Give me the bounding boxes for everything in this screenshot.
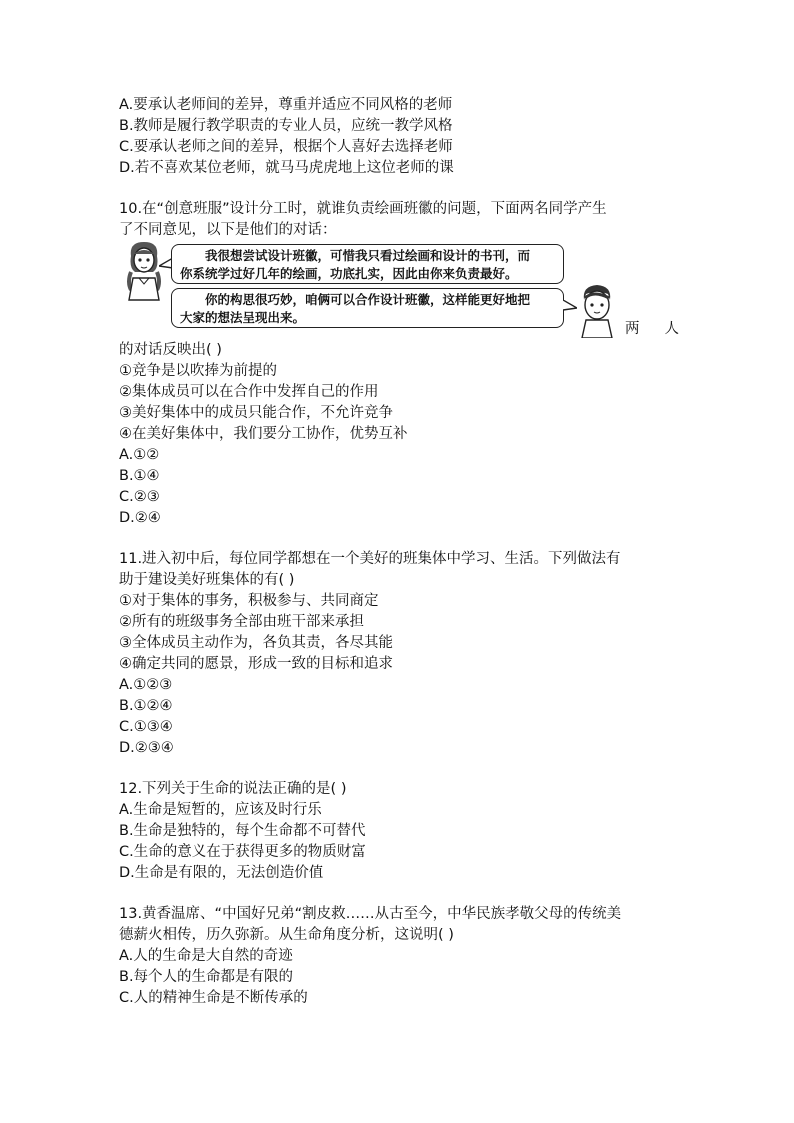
q12-option-a: A.生命是短暂的，应该及时行乐 (119, 802, 322, 818)
q11-option-d: D.②③④ (119, 740, 174, 756)
q11-option-b: B.①②④ (119, 698, 173, 714)
question-11 (119, 549, 679, 759)
q12-option-d: D.生命是有限的，无法创造价值 (119, 865, 324, 881)
q10-option-d: D.②④ (119, 510, 161, 526)
q13-option-a: A.人的生命是大自然的奇迹 (119, 948, 293, 964)
spacer (119, 884, 679, 904)
boy-illustration (574, 280, 620, 338)
q13-stem-line-1: 13.黄香温席、“中国好兄弟“割皮救……从古至今，中华民族孝敬父母的传统美 (119, 906, 622, 922)
q11-statement-2: ②所有的班级事务全部由班干部来承担 (119, 614, 364, 630)
question-10 (119, 199, 679, 529)
dialogue-illustration (119, 244, 679, 340)
bubble-girl-line-2: 你系统学过好几年的绘画，功底扎实，因此由你来负责最好。 (180, 266, 518, 281)
q12-stem-line-1: 12.下列关于生命的说法正确的是( ) (119, 781, 347, 797)
q13-option-c: C.人的精神生命是不断传承的 (119, 990, 308, 1006)
spacer (119, 179, 679, 199)
speech-bubble-girl (171, 244, 564, 284)
q10-stem-line-1: 10.在“创意班服”设计分工时，就谁负责绘画班徽的问题，下面两名同学产生 (119, 201, 607, 217)
q10-stem-line-3: 的对话反映出( ) (119, 342, 222, 358)
exam-page (119, 95, 679, 1009)
girl-illustration (119, 238, 169, 302)
q11-stem-line-1: 11.进入初中后，每位同学都想在一个美好的班集体中学习、生活。下列做法有 (119, 551, 621, 567)
q11-statement-4: ④确定共同的愿景，形成一致的目标和追求 (119, 656, 393, 672)
q12-option-b: B.生命是独特的，每个生命都不可替代 (119, 823, 366, 839)
q12-option-c: C.生命的意义在于获得更多的物质财富 (119, 844, 366, 860)
q10-statement-2: ②集体成员可以在合作中发挥自己的作用 (119, 384, 379, 400)
q10-statement-3: ③美好集体中的成员只能合作，不允许竞争 (119, 405, 393, 421)
q13-option-b: B.每个人的生命都是有限的 (119, 969, 294, 985)
trail-char-1: 两 (625, 321, 640, 337)
q10-statement-4: ④在美好集体中，我们要分工协作，优势互补 (119, 426, 408, 442)
q13-stem-line-2: 德薪火相传，历久弥新。从生命角度分析，这说明( ) (119, 927, 454, 943)
q11-statement-3: ③全体成员主动作为，各负其责，各尽其能 (119, 635, 393, 651)
q11-statement-1: ①对于集体的事务，积极参与、共同商定 (119, 593, 379, 609)
q10-option-a: A.①② (119, 447, 160, 463)
bubble-boy-line-1: 你的构思很巧妙，咱俩可以合作设计班徽，这样能更好地把 (205, 292, 531, 307)
question-9-options (119, 95, 679, 179)
spacer (119, 759, 679, 779)
q11-stem-line-2: 助于建设美好班集体的有( ) (119, 572, 295, 588)
q10-statement-1: ①竞争是以吹捧为前提的 (119, 363, 277, 379)
q10-stem-line-2: 了不同意见，以下是他们的对话： (119, 222, 337, 238)
q9-option-b: B.教师是履行教学职责的专业人员，应统一教学风格 (119, 118, 453, 134)
bubble-girl-line-1: 我很想尝试设计班徽，可惜我只看过绘画和设计的书刊，而 (205, 248, 531, 263)
trail-char-2: 人 (664, 321, 679, 337)
q10-option-b: B.①④ (119, 468, 160, 484)
q9-option-a: A.要承认老师间的差异，尊重并适应不同风格的老师 (119, 97, 453, 113)
dialog-trailing-text (625, 317, 679, 338)
q10-option-c: C.②③ (119, 489, 160, 505)
question-13 (119, 904, 679, 1009)
speech-bubble-boy (171, 288, 564, 328)
q11-option-c: C.①③④ (119, 719, 173, 735)
question-12 (119, 779, 679, 884)
bubble-boy-line-2: 大家的想法呈现出来。 (180, 310, 306, 325)
spacer (119, 529, 679, 549)
q11-option-a: A.①②③ (119, 677, 173, 693)
q9-option-c: C.要承认老师之间的差异，根据个人喜好去选择老师 (119, 139, 453, 155)
q9-option-d: D.若不喜欢某位老师，就马马虎虎地上这位老师的课 (119, 160, 454, 176)
